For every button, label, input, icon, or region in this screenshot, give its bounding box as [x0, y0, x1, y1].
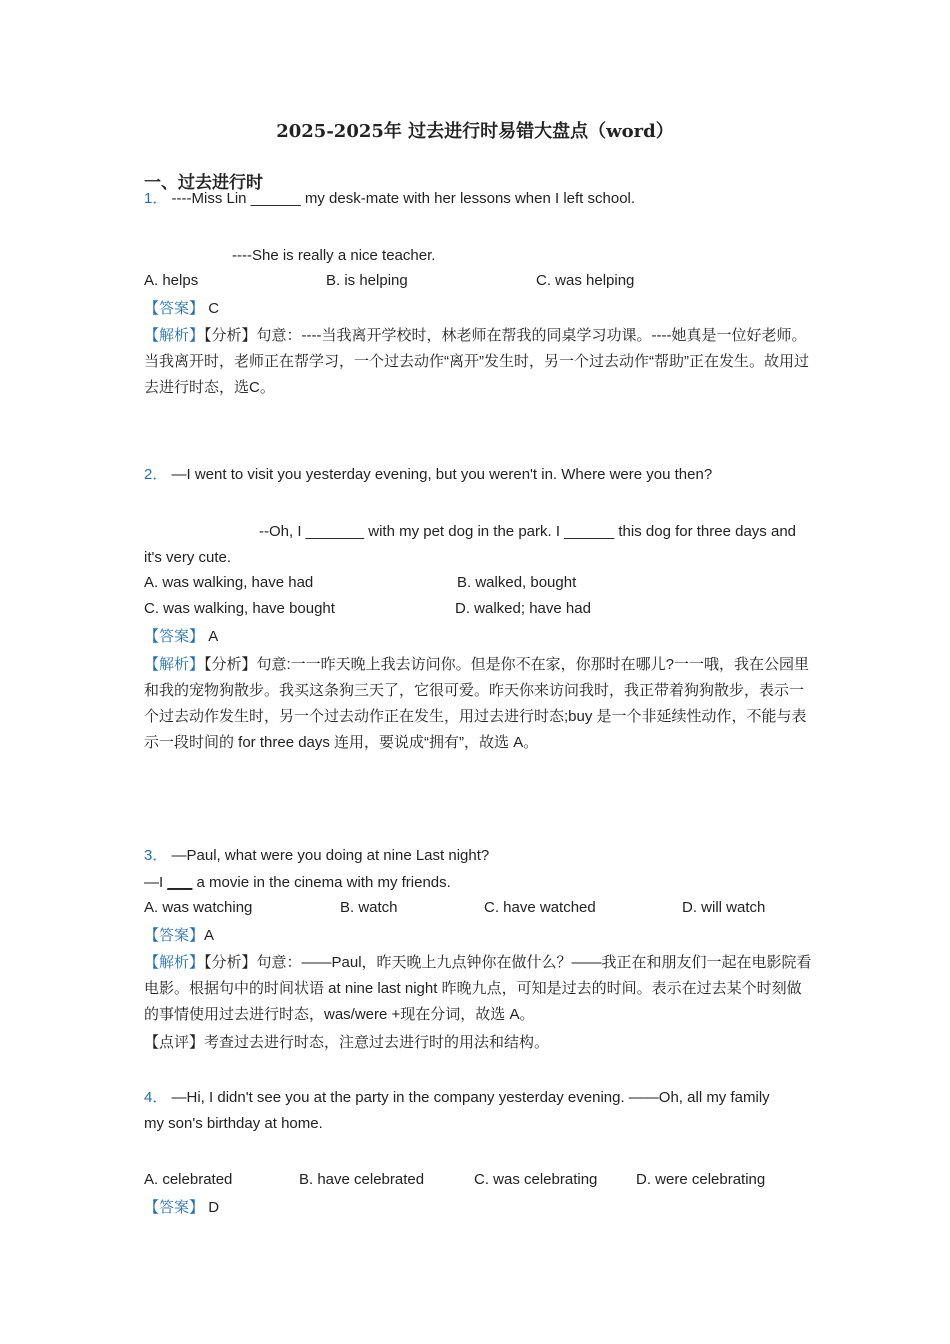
question-number: 2． [144, 466, 168, 483]
answer-line [144, 1197, 219, 1219]
option-c: C. was celebrating [474, 1171, 598, 1188]
option-b: B. walked, bought [457, 574, 577, 591]
comment-line [144, 1032, 549, 1054]
answer-line [144, 925, 214, 947]
question-4 [144, 1087, 770, 1109]
question-4-cont: my son's birthday at home. [144, 1115, 323, 1132]
question-number: 1． [144, 190, 168, 207]
option-d: D. will watch [682, 899, 766, 916]
option-b: B. is helping [326, 272, 408, 289]
option-c: C. was helping [536, 272, 635, 289]
question-text: —Hi, I didn't see you at the party in the company yesterday evening. ——Oh, all my family [171, 1089, 770, 1106]
option-a: A. helps [144, 272, 199, 289]
answer-value: A [208, 628, 219, 645]
option-d: D. walked; have had [455, 600, 591, 617]
analysis-block [144, 950, 814, 1028]
question-3 [144, 845, 489, 867]
question-1 [144, 188, 635, 210]
answer-blank: ___ [167, 874, 193, 891]
question-number: 3． [144, 847, 168, 864]
option-a: A. celebrated [144, 1171, 233, 1188]
reply-end: a movie in the cinema with my friends. [192, 874, 451, 891]
comment-text: 考查过去进行时态，注意过去进行时的用法和结构。 [204, 1034, 550, 1051]
document-title: 2025-2025年 过去进行时易错大盘点（word） [276, 121, 674, 142]
option-b: B. have celebrated [299, 1171, 425, 1188]
answer-label: 【答案】 [144, 300, 205, 317]
answer-label: 【答案】 [144, 628, 205, 645]
answer-line [144, 626, 218, 648]
option-b: B. watch [340, 899, 398, 916]
reply-start: —I [144, 874, 168, 891]
option-c: C. have watched [484, 899, 596, 916]
comment-label: 【点评】 [144, 1034, 205, 1051]
option-a: A. was walking, have had [144, 574, 314, 591]
analysis-block [144, 652, 814, 756]
answer-label: 【答案】 [144, 927, 205, 944]
analysis-label: 【解析】 [144, 656, 205, 673]
question-text: —Paul, what were you doing at nine Last night? [171, 847, 490, 864]
option-a: A. was watching [144, 899, 253, 916]
question-2-reply: --Oh, I _______ with my pet dog in the park. I ______ this dog for three days and [259, 523, 796, 540]
answer-value: D [208, 1199, 220, 1216]
question-1-reply: ----She is really a nice teacher. [232, 247, 436, 264]
analysis-label: 【解析】 [144, 954, 205, 971]
analysis-block [144, 323, 814, 401]
question-2 [144, 464, 712, 486]
analysis-text: 【分析】句意:一一昨天晚上我去访问你。但是你不在家，你那时在哪儿?一一哦，我在公园里和我的宠物狗散步。我买这条狗三天了，它很可爱。昨天你来访问我时，我正带着狗狗散步，表示一个过去动作发生时，另一个过去动作正在发生，用过去进行时态;buy 是一个非延续性动作，不能与表示一段时间的 for three days 连用，要说成“拥有”，故选 A。 [144, 656, 810, 751]
answer-value: A [204, 927, 215, 944]
option-c: C. was walking, have bought [144, 600, 335, 617]
question-2-reply-cont: it's very cute. [144, 549, 232, 566]
option-d: D. were celebrating [636, 1171, 766, 1188]
question-3-reply [144, 872, 451, 894]
analysis-text: 【分析】句意：——Paul，昨天晚上九点钟你在做什么？——我正在和朋友们一起在电影院看电影。根据句中的时间状语 at nine last night 昨晚九点，可知是过去的时间。表示在过去某个时刻做的事情使用过去进行时态，was/were +现在分词，故选 A。 [144, 954, 812, 1023]
question-number: 4． [144, 1089, 168, 1106]
answer-line [144, 298, 219, 320]
answer-label: 【答案】 [144, 1199, 205, 1216]
analysis-text: 【分析】句意：----当我离开学校时，林老师在帮我的同桌学习功课。----她真是一位好老师。当我离开时，老师正在帮学习，一个过去动作“离开”发生时，另一个过去动作“帮助”正在发生。故用过去进行时态，选C。 [144, 327, 809, 396]
question-text: ----Miss Lin ______ my desk-mate with her lessons when I left school. [171, 190, 636, 207]
answer-value: C [208, 300, 220, 317]
question-text: —I went to visit you yesterday evening, but you weren't in. Where were you then? [171, 466, 713, 483]
analysis-label: 【解析】 [144, 327, 205, 344]
section-heading: 一、过去进行时 [144, 173, 263, 192]
